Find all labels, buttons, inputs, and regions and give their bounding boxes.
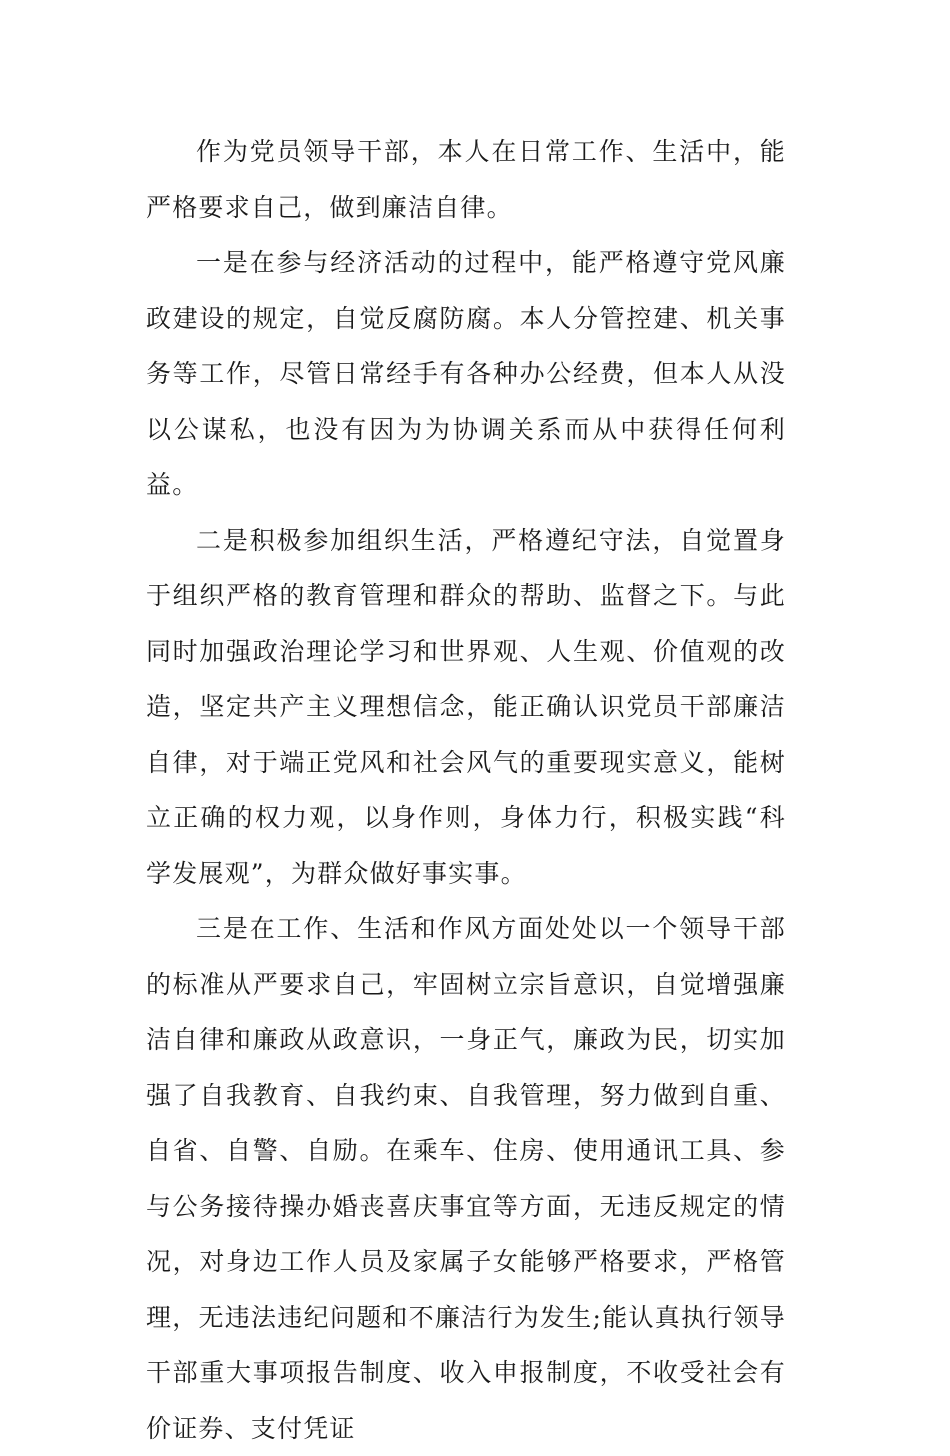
paragraph-point-three: 三是在工作、生活和作风方面处处以一个领导干部的标准从严要求自己，牢固树立宗旨意识，自觉增强廉洁自律和廉政从政意识，一身正气，廉政为民，切实加强了自我教育、自我约束、自我管理，努力做到自重、自省、自警、自励。在乘车、住房、使用通讯工具、参与公务接待操办婚丧喜庆事宜等方面，无违反规定的情况，对身边工作人员及家属子女能够严格要求，严格管理，无违法违纪问题和不廉洁行为发生;能认真执行领导干部重大事项报告制度、收入申报制度，不收受社会有价证券、支付凭证 bbox=[146, 914, 786, 1443]
document-body bbox=[146, 124, 786, 1456]
paragraph-intro: 作为党员领导干部，本人在日常工作、生活中，能严格要求自己，做到廉洁自律。 bbox=[146, 137, 786, 222]
paragraph-point-one: 一是在参与经济活动的过程中，能严格遵守党风廉政建设的规定，自觉反腐防腐。本人分管控建、机关事务等工作，尽管日常经手有各种办公经费，但本人从没以公谋私，也没有因为为协调关系而从中获得任何利益。 bbox=[146, 248, 786, 499]
paragraph-point-two: 二是积极参加组织生活，严格遵纪守法，自觉置身于组织严格的教育管理和群众的帮助、监督之下。与此同时加强政治理论学习和世界观、人生观、价值观的改造，坚定共产主义理想信念，能正确认识党员干部廉洁自律，对于端正党风和社会风气的重要现实意义，能树立正确的权力观，以身作则，身体力行，积极实践“科学发展观”，为群众做好事实事。 bbox=[146, 525, 786, 888]
